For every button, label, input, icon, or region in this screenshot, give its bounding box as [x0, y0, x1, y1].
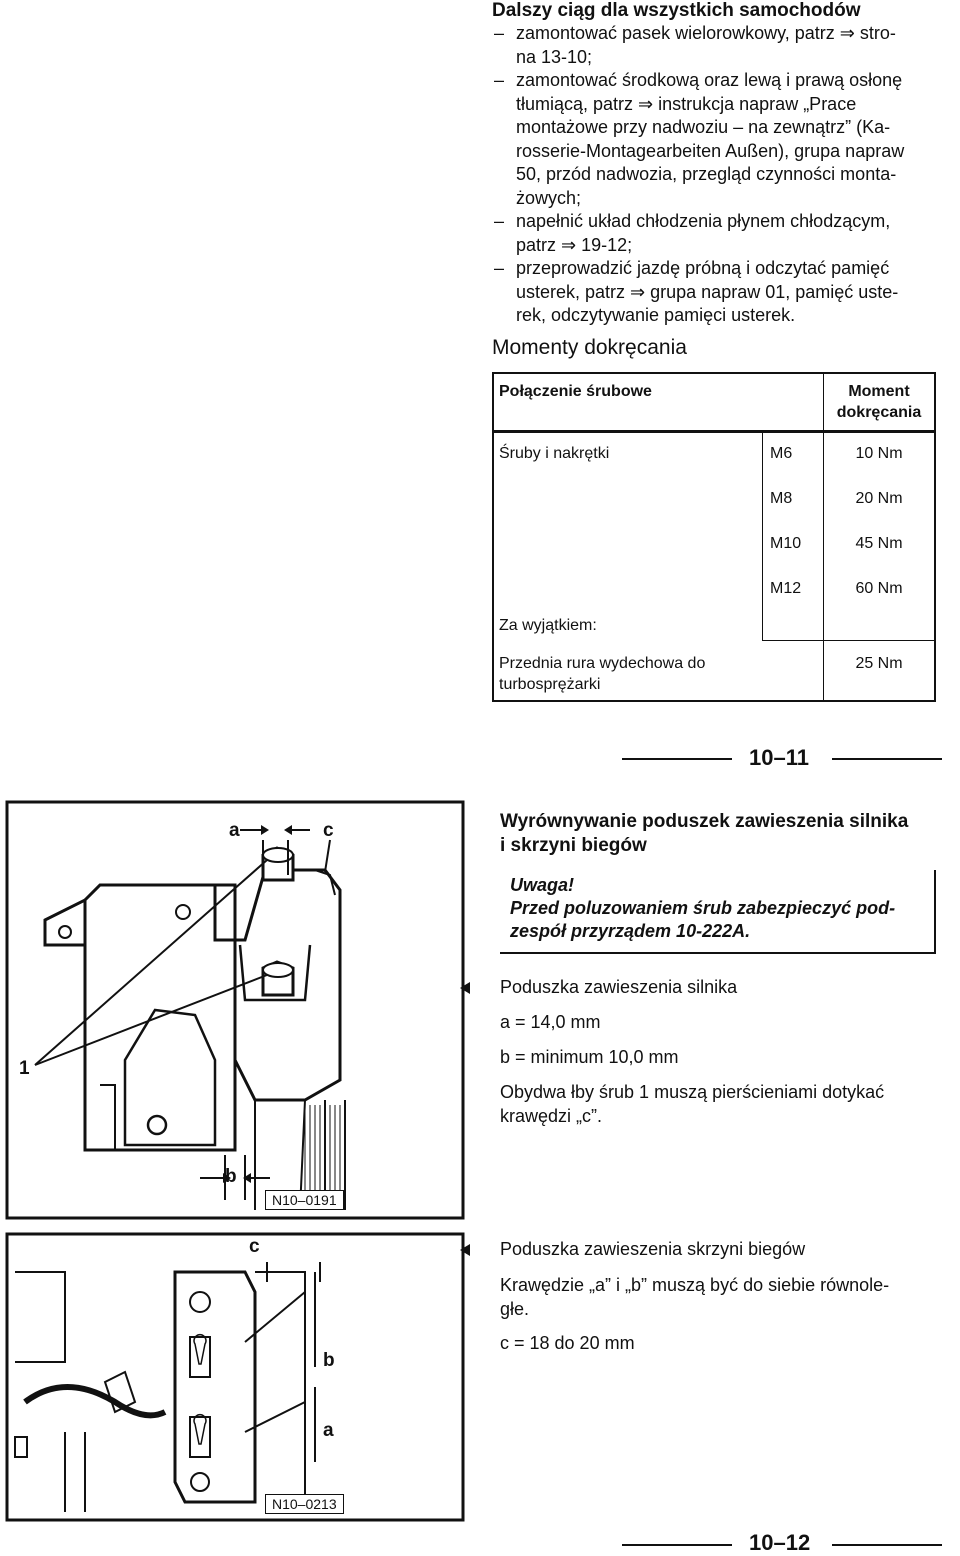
- figure-letter: a: [229, 820, 240, 841]
- engine-mount-note-line: krawędzi „c”.: [500, 1105, 603, 1126]
- gearbox-mount-note-line: Krawędzie „a” i „b” muszą być do siebie równole-: [500, 1275, 890, 1295]
- page-number: 10–12: [749, 1530, 811, 1555]
- continuation-title: Dalszy ciąg dla wszystkich samochodów: [492, 0, 861, 21]
- exception-item: [499, 653, 705, 695]
- torque-table: [492, 372, 936, 702]
- table-cell: 20 Nm: [855, 490, 903, 507]
- list-item-line: rek, odczytywanie pamięci usterek.: [516, 305, 796, 325]
- list-item-line: montażowe przy nadwoziu – na zewnątrz” (Ka-: [516, 117, 891, 137]
- warning-note-title: Uwaga!: [510, 875, 575, 895]
- list-item-line: patrz ⇒ 19-12;: [516, 234, 633, 255]
- row-label: Śruby i nakrętki: [499, 445, 610, 462]
- list-item-line: – zamontować środkową oraz lewą i prawą osłonę: [516, 70, 903, 90]
- warning-note-line: zespół przyrządem 10-222A.: [510, 921, 751, 941]
- engine-mount-b: b = minimum 10,0 mm: [500, 1047, 679, 1067]
- engine-mount-note-line: Obydwa łby śrub 1 muszą pierścieniami dotykać: [500, 1082, 885, 1102]
- table-cell: 10 Nm: [855, 445, 903, 462]
- warning-note-line: Przed poluzowaniem śrub zabezpieczyć pod-: [510, 898, 896, 918]
- section-heading: [500, 810, 908, 858]
- list-item-line: – przeprowadzić jazdę próbną i odczytać pamięć: [516, 258, 890, 278]
- gearbox-mount-note-line: głe.: [500, 1298, 530, 1319]
- table-cell: M6: [770, 445, 793, 462]
- list-item-line: żowych;: [516, 187, 582, 208]
- page-number-rule: [622, 758, 732, 760]
- exception-label: Za wyjątkiem:: [499, 617, 597, 634]
- page-number: 10–11: [749, 745, 809, 770]
- column-header-line: Moment: [848, 383, 910, 400]
- page-number-rule: [832, 758, 942, 760]
- list-item-line: – napełnić układ chłodzenia płynem chłodzącym,: [516, 211, 891, 231]
- continuation-list: [492, 22, 952, 328]
- table-cell: M8: [770, 490, 793, 507]
- pointer-left-icon: [460, 982, 470, 994]
- list-item-line: rosserie-Montagearbeiten Außen), grupa napraw: [516, 140, 905, 161]
- figure-letter: 1: [19, 1058, 30, 1079]
- engine-mount-figure: [5, 800, 465, 1220]
- table-cell: 25 Nm: [855, 655, 903, 672]
- figure-letter: b: [323, 1350, 335, 1371]
- figure-letter: c: [323, 820, 334, 841]
- table-cell: 60 Nm: [855, 580, 903, 597]
- list-item: [492, 257, 952, 328]
- section-heading-line: i skrzyni biegów: [500, 835, 647, 856]
- table-cell: M10: [770, 535, 802, 552]
- table-cell: 45 Nm: [855, 535, 903, 552]
- gearbox-mount-note: [500, 1274, 889, 1321]
- engine-mount-note: [500, 1081, 884, 1128]
- warning-note: [500, 870, 936, 954]
- list-item-line: tłumiącą, patrz ⇒ instrukcja napraw „Prace: [516, 93, 857, 114]
- list-item: [492, 69, 952, 210]
- section-heading-line: Wyrównywanie poduszek zawieszenia silnika: [500, 811, 909, 832]
- list-item-line: – zamontować pasek wielorowkowy, patrz ⇒ stro-: [516, 23, 896, 43]
- torque-title: Momenty dokręcania: [492, 336, 687, 359]
- gearbox-mount-heading: Poduszka zawieszenia skrzyni biegów: [500, 1239, 806, 1259]
- engine-mount-a: a = 14,0 mm: [500, 1012, 601, 1032]
- engine-mount-heading: Poduszka zawieszenia silnika: [500, 977, 738, 997]
- figure-label: N10–0191: [265, 1190, 344, 1210]
- figure-letter: a: [323, 1420, 334, 1441]
- list-item: [492, 210, 952, 257]
- figure-label: N10–0213: [265, 1494, 344, 1514]
- gearbox-mount-drawing: [5, 1232, 465, 1522]
- column-header: [824, 381, 934, 423]
- page-number-rule: [832, 1544, 942, 1546]
- exception-item-line: turbosprężarki: [499, 676, 601, 693]
- gearbox-mount-c: c = 18 do 20 mm: [500, 1333, 635, 1353]
- table-cell: M12: [770, 580, 802, 597]
- list-item: [492, 22, 952, 69]
- list-item-line: na 13-10;: [516, 46, 593, 67]
- exception-item-line: Przednia rura wydechowa do: [499, 655, 706, 672]
- list-item-line: usterek, patrz ⇒ grupa napraw 01, pamięć uste-: [516, 281, 899, 302]
- figure-letter: c: [249, 1236, 260, 1257]
- figure-letter: b: [225, 1166, 237, 1187]
- column-header: Połączenie śrubowe: [499, 383, 652, 400]
- pointer-left-icon: [460, 1244, 470, 1256]
- column-header-line: dokręcania: [836, 404, 922, 421]
- page-number-rule: [622, 1544, 732, 1546]
- engine-mount-drawing: [5, 800, 465, 1220]
- list-item-line: 50, przód nadwozia, przegląd czynności monta-: [516, 164, 897, 184]
- gearbox-mount-figure: [5, 1232, 465, 1522]
